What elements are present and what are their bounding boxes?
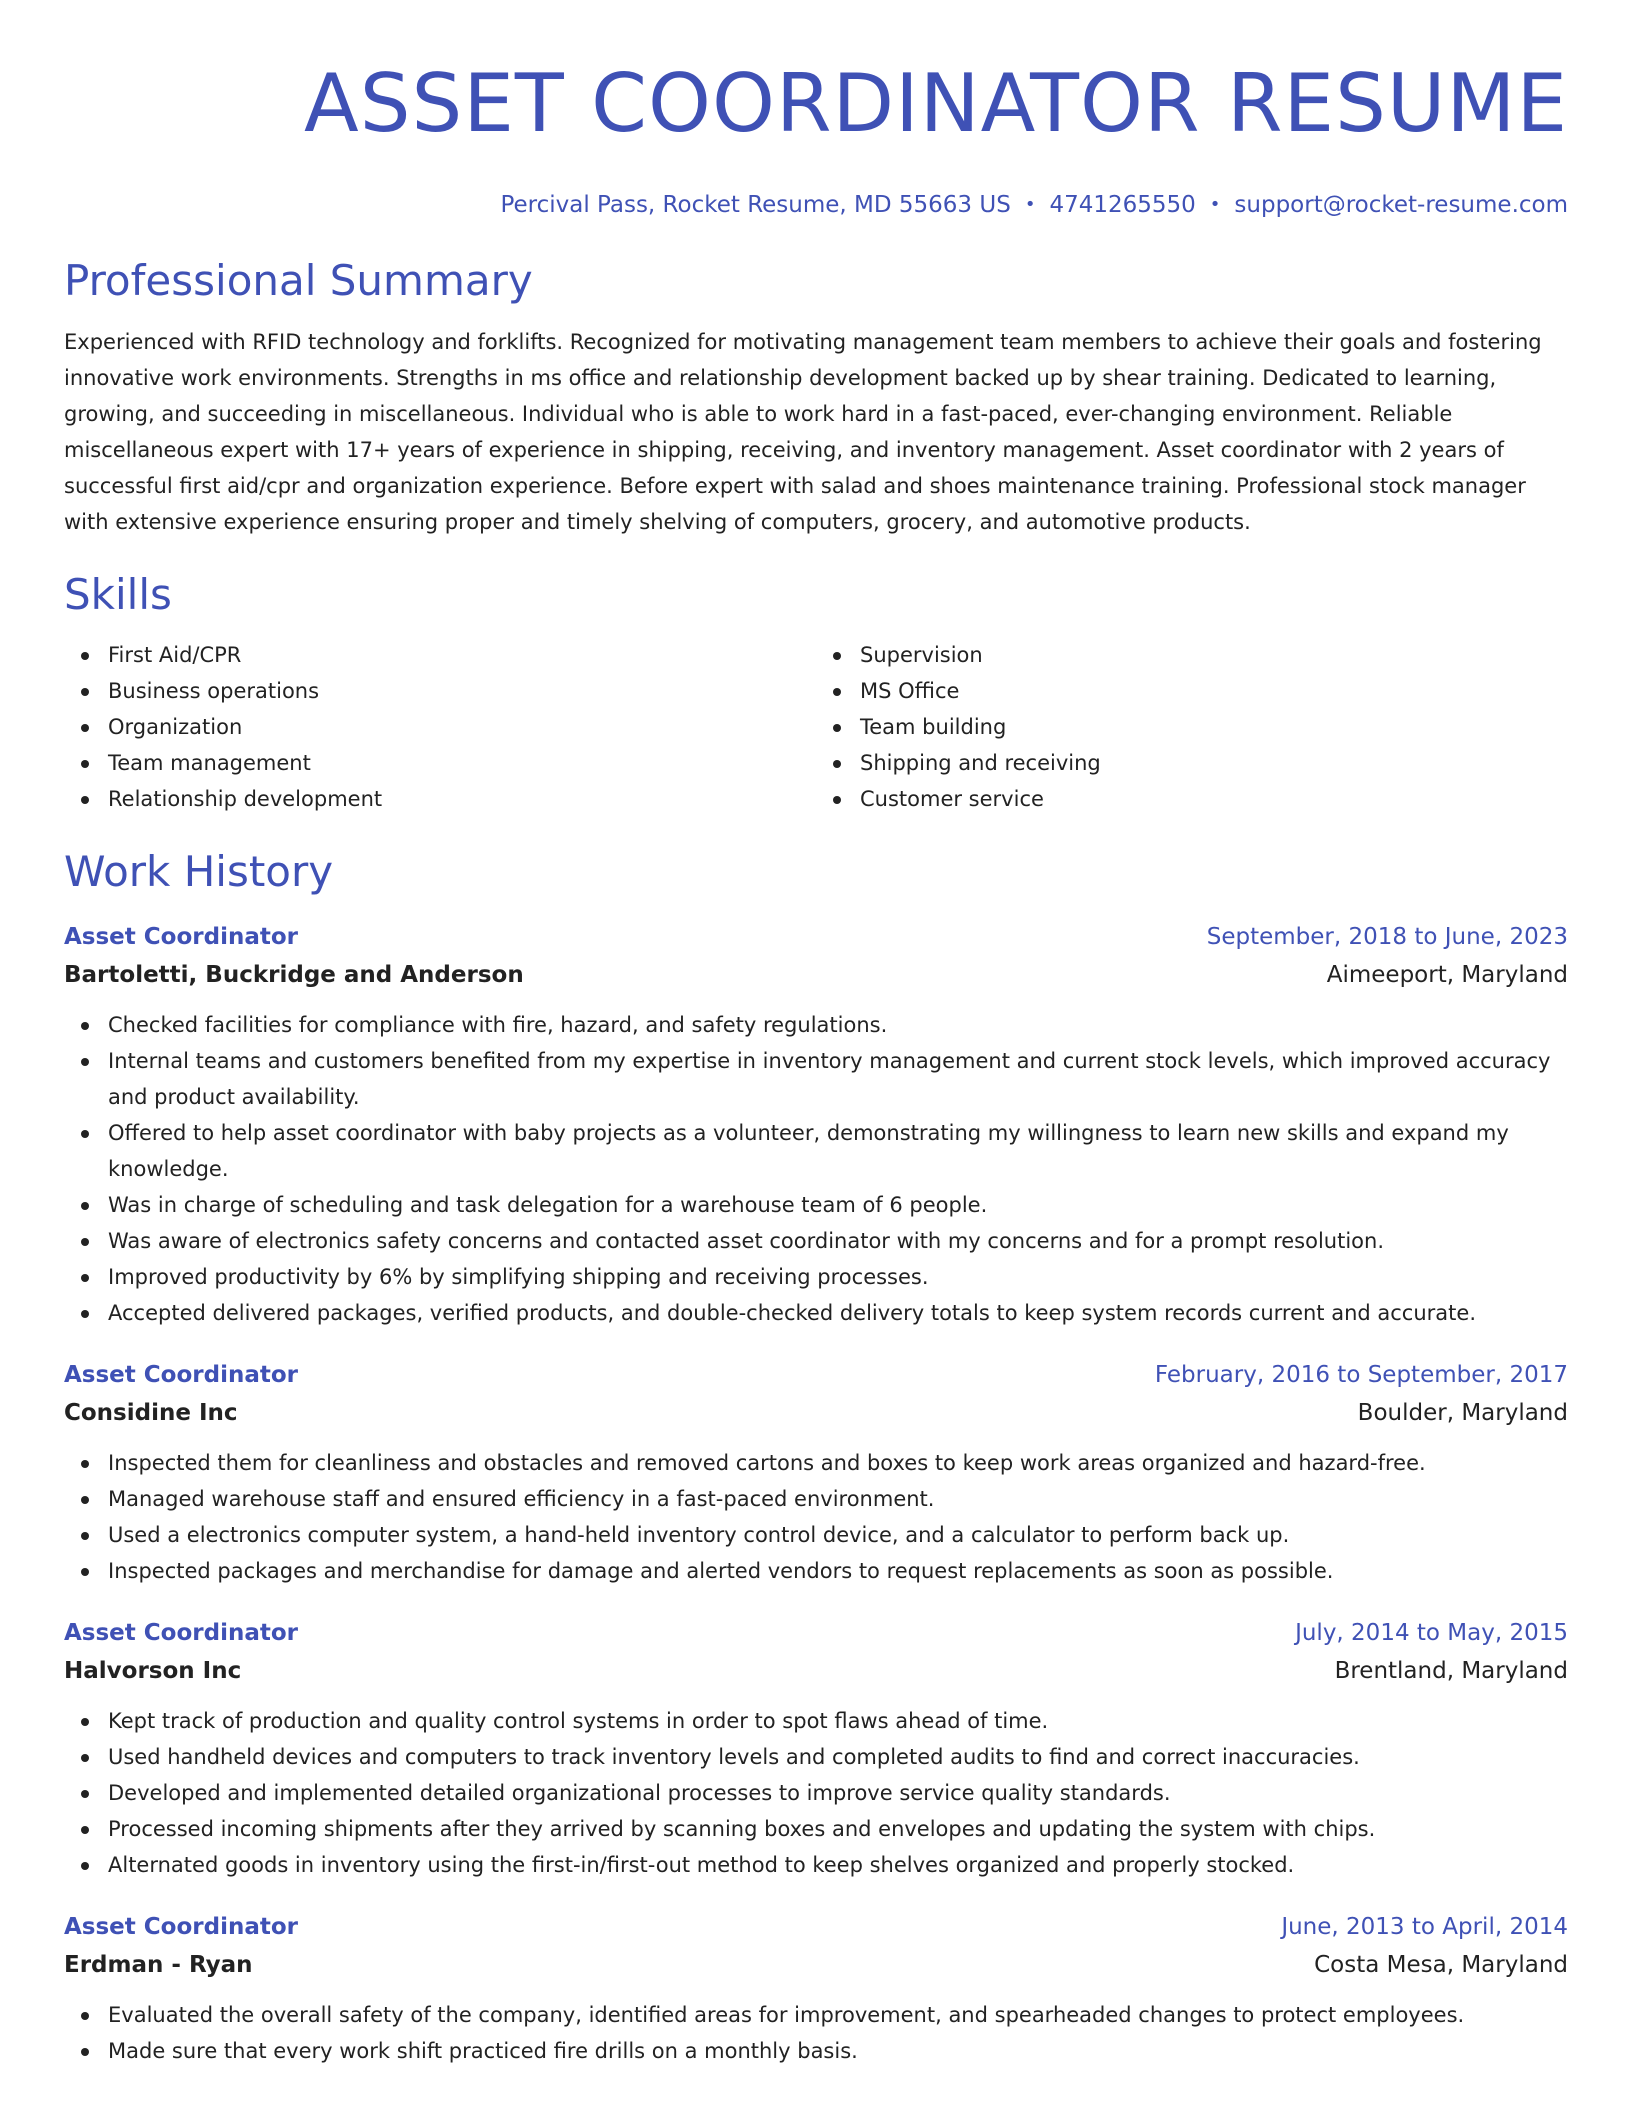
duty-item: Kept track of production and quality control systems in order to spot flaws ahead of time. (64, 1703, 1568, 1739)
duty-item: Inspected packages and merchandise for damage and alerted vendors to request replacements as soon as possible. (64, 1553, 1568, 1589)
duty-item: Was in charge of scheduling and task delegation for a warehouse team of 6 people. (64, 1187, 1568, 1223)
work-history-heading: Work History (64, 846, 334, 896)
skill-item: First Aid/CPR (64, 637, 816, 673)
company-name: Considine Inc (64, 1400, 238, 1427)
job-entry (64, 1357, 1568, 1589)
duty-item: Alternated goods in inventory using the first-in/first-out method to keep shelves organized and properly stocked. (64, 1847, 1568, 1883)
job-entry (64, 919, 1568, 1331)
job-duties (64, 1007, 1568, 1331)
job-dates: February, 2016 to September, 2017 (1154, 1362, 1568, 1389)
job-title: Asset Coordinator (64, 1914, 298, 1941)
company-name: Halvorson Inc (64, 1658, 242, 1685)
professional-summary-heading: Professional Summary (64, 256, 533, 305)
separator-dot: • (1024, 194, 1036, 215)
duty-item: Used handheld devices and computers to track inventory levels and completed audits to find and correct inaccuracies. (64, 1739, 1568, 1775)
duty-item: Internal teams and customers benefited from my expertise in inventory management and current stock levels, which improved accuracy and product availability. (64, 1043, 1568, 1115)
job-dates: June, 2013 to April, 2014 (1281, 1914, 1568, 1941)
job-entry (64, 1615, 1568, 1883)
skills-heading: Skills (64, 570, 172, 620)
skills-list (64, 637, 1568, 817)
job-location: Costa Mesa, Maryland (1314, 1952, 1568, 1979)
job-dates: September, 2018 to June, 2023 (1206, 924, 1568, 951)
skill-item: Customer service (816, 781, 1568, 817)
job-dates: July, 2014 to May, 2015 (1295, 1620, 1568, 1647)
job-duties (64, 1997, 1568, 2069)
duty-item: Managed warehouse staff and ensured efficiency in a fast-paced environment. (64, 1481, 1568, 1517)
duty-item: Used a electronics computer system, a hand-held inventory control device, and a calculator to perform back up. (64, 1517, 1568, 1553)
skill-item: Business operations (64, 673, 816, 709)
skill-item: MS Office (816, 673, 1568, 709)
professional-summary-text: Experienced with RFID technology and forklifts. Recognized for motivating management team members to achieve their goals and fostering innovative work environments. Strengths in ms office and relationship development backed up by shear training. Dedicated to learning, growing, and succeeding in miscellaneous. Individual who is able to work hard in a fast-paced, ever-changing environment. Reliable miscellaneous expert with 17+ years of experience in shipping, receiving, and inventory management. Asset coordinator with 2 years of successful first aid/cpr and organization experience. Before expert with salad and shoes maintenance training. Professional stock manager with extensive experience ensuring proper and timely shelving of computers, grocery, and automotive products. (64, 330, 1542, 535)
address: Percival Pass, Rocket Resume, MD 55663 US (500, 192, 1011, 218)
email-link[interactable]: support@rocket-resume.com (1234, 192, 1568, 218)
skill-item: Supervision (816, 637, 1568, 673)
phone: 4741265550 (1049, 192, 1196, 218)
job-duties (64, 1703, 1568, 1883)
duty-item: Made sure that every work shift practiced fire drills on a monthly basis. (64, 2033, 1568, 2069)
skills-column-right (816, 637, 1568, 817)
duty-item: Was aware of electronics safety concerns and contacted asset coordinator with my concerns and for a prompt resolution. (64, 1223, 1568, 1259)
duty-item: Processed incoming shipments after they arrived by scanning boxes and envelopes and updating the system with chips. (64, 1811, 1568, 1847)
job-title: Asset Coordinator (64, 924, 298, 951)
job-entry (64, 1909, 1568, 2069)
duty-item: Inspected them for cleanliness and obstacles and removed cartons and boxes to keep work areas organized and hazard-free. (64, 1445, 1568, 1481)
resume-title: ASSET COORDINATOR RESUME (304, 57, 1568, 150)
job-location: Aimeeport, Maryland (1326, 962, 1568, 989)
job-location: Boulder, Maryland (1357, 1400, 1568, 1427)
contact-line (64, 192, 1568, 218)
job-title: Asset Coordinator (64, 1620, 298, 1647)
skills-column-left (64, 637, 816, 817)
company-name: Erdman - Ryan (64, 1952, 253, 1979)
job-title: Asset Coordinator (64, 1362, 298, 1389)
skill-item: Team building (816, 709, 1568, 745)
job-location: Brentland, Maryland (1334, 1658, 1568, 1685)
duty-item: Evaluated the overall safety of the company, identified areas for improvement, and spearheaded changes to protect employees. (64, 1997, 1568, 2033)
duty-item: Developed and implemented detailed organizational processes to improve service quality standards. (64, 1775, 1568, 1811)
duty-item: Checked facilities for compliance with fire, hazard, and safety regulations. (64, 1007, 1568, 1043)
separator-dot: • (1209, 194, 1221, 215)
skill-item: Shipping and receiving (816, 745, 1568, 781)
duty-item: Improved productivity by 6% by simplifying shipping and receiving processes. (64, 1259, 1568, 1295)
skill-item: Team management (64, 745, 816, 781)
skill-item: Organization (64, 709, 816, 745)
duty-item: Offered to help asset coordinator with baby projects as a volunteer, demonstrating my willingness to learn new skills and expand my knowledge. (64, 1115, 1568, 1187)
company-name: Bartoletti, Buckridge and Anderson (64, 962, 524, 989)
duty-item: Accepted delivered packages, verified products, and double-checked delivery totals to keep system records current and accurate. (64, 1295, 1568, 1331)
skill-item: Relationship development (64, 781, 816, 817)
job-duties (64, 1445, 1568, 1589)
